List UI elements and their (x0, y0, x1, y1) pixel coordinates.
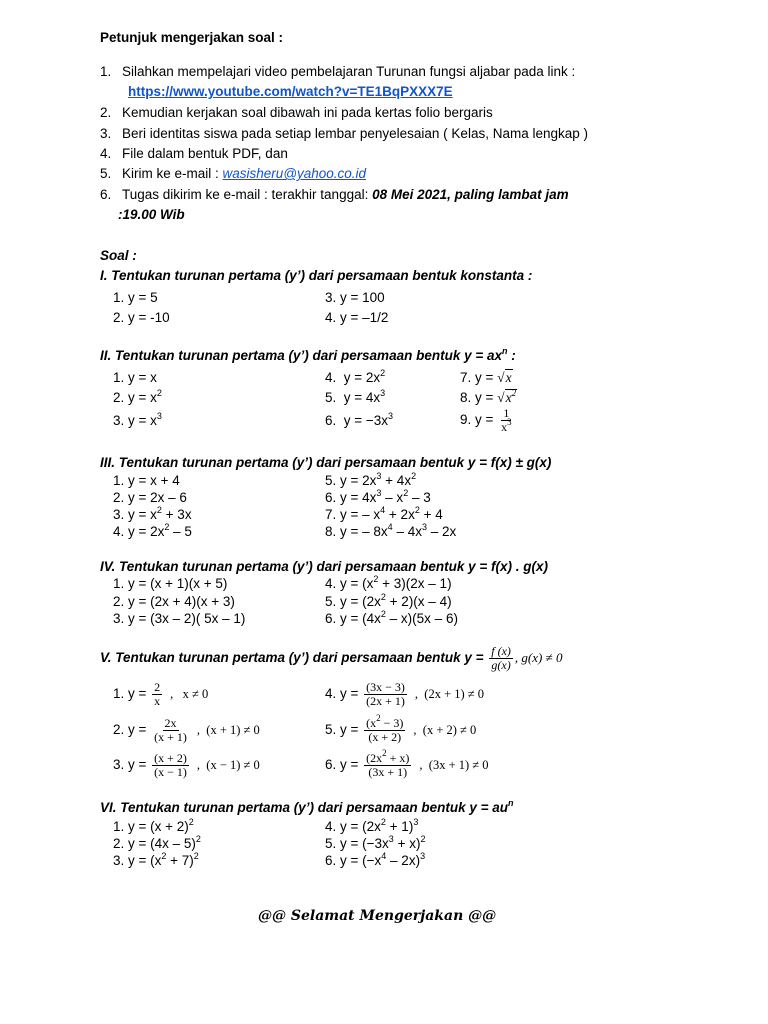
section-1-heading: I. Tentukan turunan pertama (y’) dari persamaan bentuk konstanta : (100, 268, 533, 283)
instruction-2: 2. Kemudian kerjakan soal dibawah ini pada kertas folio bergaris (100, 105, 493, 120)
youtube-link[interactable]: https://www.youtube.com/watch?v=TE1BqPXXX7E (128, 84, 453, 99)
instruction-1: 1. Silahkan mempelajari video pembelajaran Turunan fungsi aljabar pada link : (100, 64, 576, 79)
s6-item-2: 2. y = (4x – 5)$^2$ (113, 834, 201, 851)
instruction-5: 5. Kirim ke e-mail : wasisheru@yahoo.co.id (100, 166, 367, 181)
s4-item-4: 4. $y = (x^2 + 3)(2x - 1)$ (325, 574, 452, 591)
soal-label: Soal : (100, 248, 137, 263)
s4-item-5: 5. $y = (2x^2 + 2)(x - 4)$ (325, 592, 452, 609)
s2-item-8: 8. $y = √x^2$ (460, 388, 517, 405)
section-2-heading: II. Tentukan turunan pertama (y’) dari persamaan bentuk $y = ax^n$ : (100, 346, 516, 363)
s2-item-6: 6. $y = -3x^3$ (325, 411, 394, 428)
s5-item-3: 3. y = $\frac{(x + 2)}{(x - 1)}$ , (x − 1) ≠ 0 (113, 751, 260, 779)
s3-item-1: 1. y = x + 4 (113, 473, 180, 488)
instruction-3: 3. Beri identitas siswa pada setiap lembar penyelesaian ( Kelas, Nama lengkap ) (100, 126, 589, 141)
s3-item-4: 4. $y = 2x^2 - 5$ (113, 522, 192, 539)
section-3-heading: III. Tentukan turunan pertama (y’) dari persamaan bentuk y = f(x) ± g(x) (100, 455, 552, 470)
s3-item-5: 5. $y = 2x^3 + 4x^2$ (325, 471, 417, 488)
s1-item-4: 4. y = –1/2 (325, 310, 389, 325)
instruction-6-continued: :19.00 Wib (118, 207, 185, 222)
s2-item-4: 4. $y = 2x^2$ (325, 368, 386, 385)
s2-item-1: 1. y = x (113, 370, 157, 385)
closing-message: @@ Selamat Mengerjakan @@ (258, 908, 497, 924)
s6-item-4: 4. $y = (2x^2 + 1)^3$ (325, 817, 419, 834)
s4-item-6: 6. $y = (4x^2 - x)(5x - 6)$ (325, 609, 458, 626)
s5-item-1: 1. y = $\frac{2}{x}$ , x ≠ 0 (113, 680, 209, 708)
section-6-heading: VI. Tentukan turunan pertama (y’) dari persamaan bentuk $y = au^n$ (100, 798, 514, 815)
s4-item-3: 3. y = (3x – 2)( 5x – 1) (113, 611, 246, 626)
s5-item-2: 2. y = $\frac{2x}{(x + 1)}$ , (x + 1) ≠ 0 (113, 716, 260, 744)
s3-item-7: 7. y = – $x^4 + 2x^2 + 4$ (325, 505, 443, 522)
s6-item-1: 1. $y = (x + 2)^2$ (113, 817, 194, 834)
s2-item-3: 3. $y = x^3$ (113, 411, 162, 428)
s5-item-4: 4. y = $\frac{(3x - 3)}{(2x + 1)}$ , (2x + 1) ≠ 0 (325, 680, 485, 708)
s2-item-5: 5. $y = 4x^3$ (325, 388, 386, 405)
s3-item-3: 3. $y = x^2 + 3x$ (113, 505, 192, 522)
s2-item-2: 2. $y = x^2$ (113, 388, 162, 405)
s3-item-8: 8. y = – $8x^4 - 4x^3 - 2x$ (325, 522, 457, 539)
section-5-heading: V. Tentukan turunan pertama (y’) dari persamaan bentuk y = $\frac{f (x)}{g(x)}$ , g(x) ≠ 0 (100, 644, 563, 672)
s4-item-1: 1. y = (x + 1)(x + 5) (113, 576, 228, 591)
s2-item-9: 9. y = $\frac{1}{x^3}$ (460, 406, 512, 434)
s6-item-5: 5. $y = (-3x^3 + x)^2$ (325, 834, 426, 851)
s1-item-3: 3. y = 100 (325, 290, 385, 305)
instruction-4: 4. File dalam bentuk PDF, dan (100, 146, 288, 161)
s5-item-5: 5. y = $\frac{(x^2 - 3)}{(x + 2)}$ , (x + 2) ≠ 0 (325, 713, 477, 744)
s3-item-2: 2. y = 2x – 6 (113, 490, 187, 505)
s4-item-2: 2. y = (2x + 4)(x + 3) (113, 594, 235, 609)
s1-item-2: 2. y = -10 (113, 310, 170, 325)
section-4-heading: IV. Tentukan turunan pertama (y’) dari persamaan bentuk y = f(x) . g(x) (100, 559, 548, 574)
s3-item-6: 6. $y = 4x^3 - x^2 - 3$ (325, 488, 431, 505)
s1-item-1: 1. y = 5 (113, 290, 158, 305)
s6-item-6: 6. $y = (-x^4 - 2x)^3$ (325, 851, 426, 868)
email-link[interactable]: wasisheru@yahoo.co.id (222, 166, 367, 181)
s5-item-6: 6. y = $\frac{(2x^2 + x)}{(3x + 1)}$ , (3x + 1) ≠ 0 (325, 748, 489, 779)
instruction-6: 6. Tugas dikirim ke e-mail : terakhir tanggal: 08 Mei 2021, paling lambat jam (100, 187, 569, 202)
page-title: Petunjuk mengerjakan soal : (100, 30, 284, 45)
s6-item-3: 3. $y = (x^2 + 7)^2$ (113, 851, 199, 868)
s2-item-7: 7. y = √x (460, 370, 512, 385)
instruction-link[interactable] (128, 84, 453, 99)
